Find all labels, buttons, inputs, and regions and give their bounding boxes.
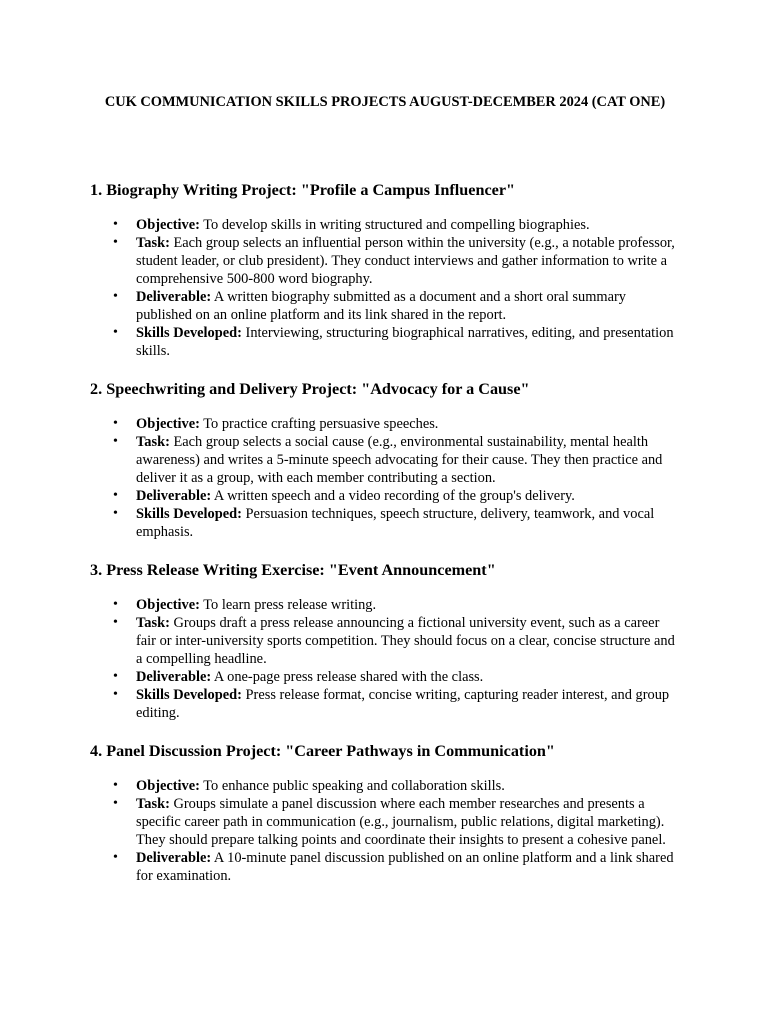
item-label: Objective: <box>136 416 200 432</box>
item-label: Skills Developed: <box>136 325 242 341</box>
item-text: A written speech and a video recording of the group's delivery. <box>211 488 575 504</box>
list-item <box>90 614 682 668</box>
item-text: A 10-minute panel discussion published on an online platform and a link shared for examination. <box>136 850 674 884</box>
item-label: Objective: <box>136 778 200 794</box>
section-panel-discussion-project <box>90 741 690 885</box>
list-item <box>90 668 682 686</box>
item-text: Interviewing, structuring biographical narratives, editing, and presentation skills. <box>136 325 674 359</box>
bullet-icon: • <box>113 325 118 340</box>
item-label: Deliverable: <box>136 669 212 685</box>
item-text: Each group selects an influential person within the university (e.g., a notable professor, student leader, or club president). They conduct interviews and gather information to write a comprehensive 500-800 word biography. <box>136 235 675 287</box>
item-text: A one-page press release shared with the class. <box>211 669 484 685</box>
section-heading: 1. Biography Writing Project: "Profile a Campus Influencer" <box>90 181 516 199</box>
section-speechwriting-project <box>90 379 690 541</box>
list-item <box>90 288 682 324</box>
bullet-icon: • <box>113 217 118 232</box>
bullet-icon: • <box>113 235 118 250</box>
list-item <box>90 216 682 234</box>
bullet-list <box>90 596 690 722</box>
item-label: Objective: <box>136 597 200 613</box>
item-label: Deliverable: <box>136 289 212 305</box>
item-label: Skills Developed: <box>136 687 242 703</box>
bullet-icon: • <box>113 416 118 431</box>
item-text: To enhance public speaking and collaboration skills. <box>199 778 505 794</box>
item-label: Task: <box>136 235 170 251</box>
bullet-icon: • <box>113 615 118 630</box>
item-text: To learn press release writing. <box>199 597 377 613</box>
bullet-icon: • <box>113 796 118 811</box>
item-label: Objective: <box>136 217 200 233</box>
section-biography-project <box>90 180 690 360</box>
list-item <box>90 324 682 360</box>
section-heading: 3. Press Release Writing Exercise: "Event Announcement" <box>90 561 496 579</box>
item-label: Deliverable: <box>136 488 212 504</box>
bullet-list <box>90 415 690 541</box>
bullet-icon: • <box>113 488 118 503</box>
list-item <box>90 849 682 885</box>
list-item <box>90 596 682 614</box>
bullet-icon: • <box>113 778 118 793</box>
list-item <box>90 415 682 433</box>
bullet-icon: • <box>113 289 118 304</box>
item-text: Each group selects a social cause (e.g., environmental sustainability, mental health awareness) and writes a 5-minute speech advocating for their cause. They then practice and deliver it as a group, with each member contributing a section. <box>136 434 663 486</box>
item-text: A written biography submitted as a document and a short oral summary published on an online platform and its link shared in the report. <box>136 289 626 323</box>
item-label: Skills Developed: <box>136 506 242 522</box>
section-heading: 4. Panel Discussion Project: "Career Pathways in Communication" <box>90 742 555 760</box>
section-heading: 2. Speechwriting and Delivery Project: "Advocacy for a Cause" <box>90 380 530 398</box>
bullet-icon: • <box>113 687 118 702</box>
list-item <box>90 433 682 487</box>
item-label: Task: <box>136 615 170 631</box>
bullet-list <box>90 216 690 360</box>
item-text: Persuasion techniques, speech structure, delivery, teamwork, and vocal emphasis. <box>136 506 655 540</box>
document-title: CUK COMMUNICATION SKILLS PROJECTS AUGUST-DECEMBER 2024 (CAT ONE) <box>104 94 666 110</box>
item-text: Groups draft a press release announcing a fictional university event, such as a career fair or inter-university sports competition. They should focus on a clear, concise structure and a compelling headline. <box>136 615 675 667</box>
bullet-icon: • <box>113 434 118 449</box>
item-label: Task: <box>136 796 170 812</box>
list-item <box>90 234 682 288</box>
item-label: Task: <box>136 434 170 450</box>
list-item <box>90 777 682 795</box>
section-press-release-exercise <box>90 560 690 722</box>
bullet-icon: • <box>113 506 118 521</box>
bullet-icon: • <box>113 669 118 684</box>
list-item <box>90 505 682 541</box>
list-item <box>90 686 682 722</box>
item-text: Press release format, concise writing, capturing reader interest, and group editing. <box>136 687 670 721</box>
bullet-icon: • <box>113 850 118 865</box>
bullet-icon: • <box>113 597 118 612</box>
item-label: Deliverable: <box>136 850 212 866</box>
list-item <box>90 795 682 849</box>
item-text: To practice crafting persuasive speeches. <box>199 416 439 432</box>
bullet-list <box>90 777 690 885</box>
item-text: To develop skills in writing structured and compelling biographies. <box>199 217 590 233</box>
item-text: Groups simulate a panel discussion where each member researches and presents a specific career path in communication (e.g., journalism, public relations, digital marketing). They should prepare talking points and coordinate their insights to present a cohesive panel. <box>136 796 666 848</box>
list-item <box>90 487 682 505</box>
